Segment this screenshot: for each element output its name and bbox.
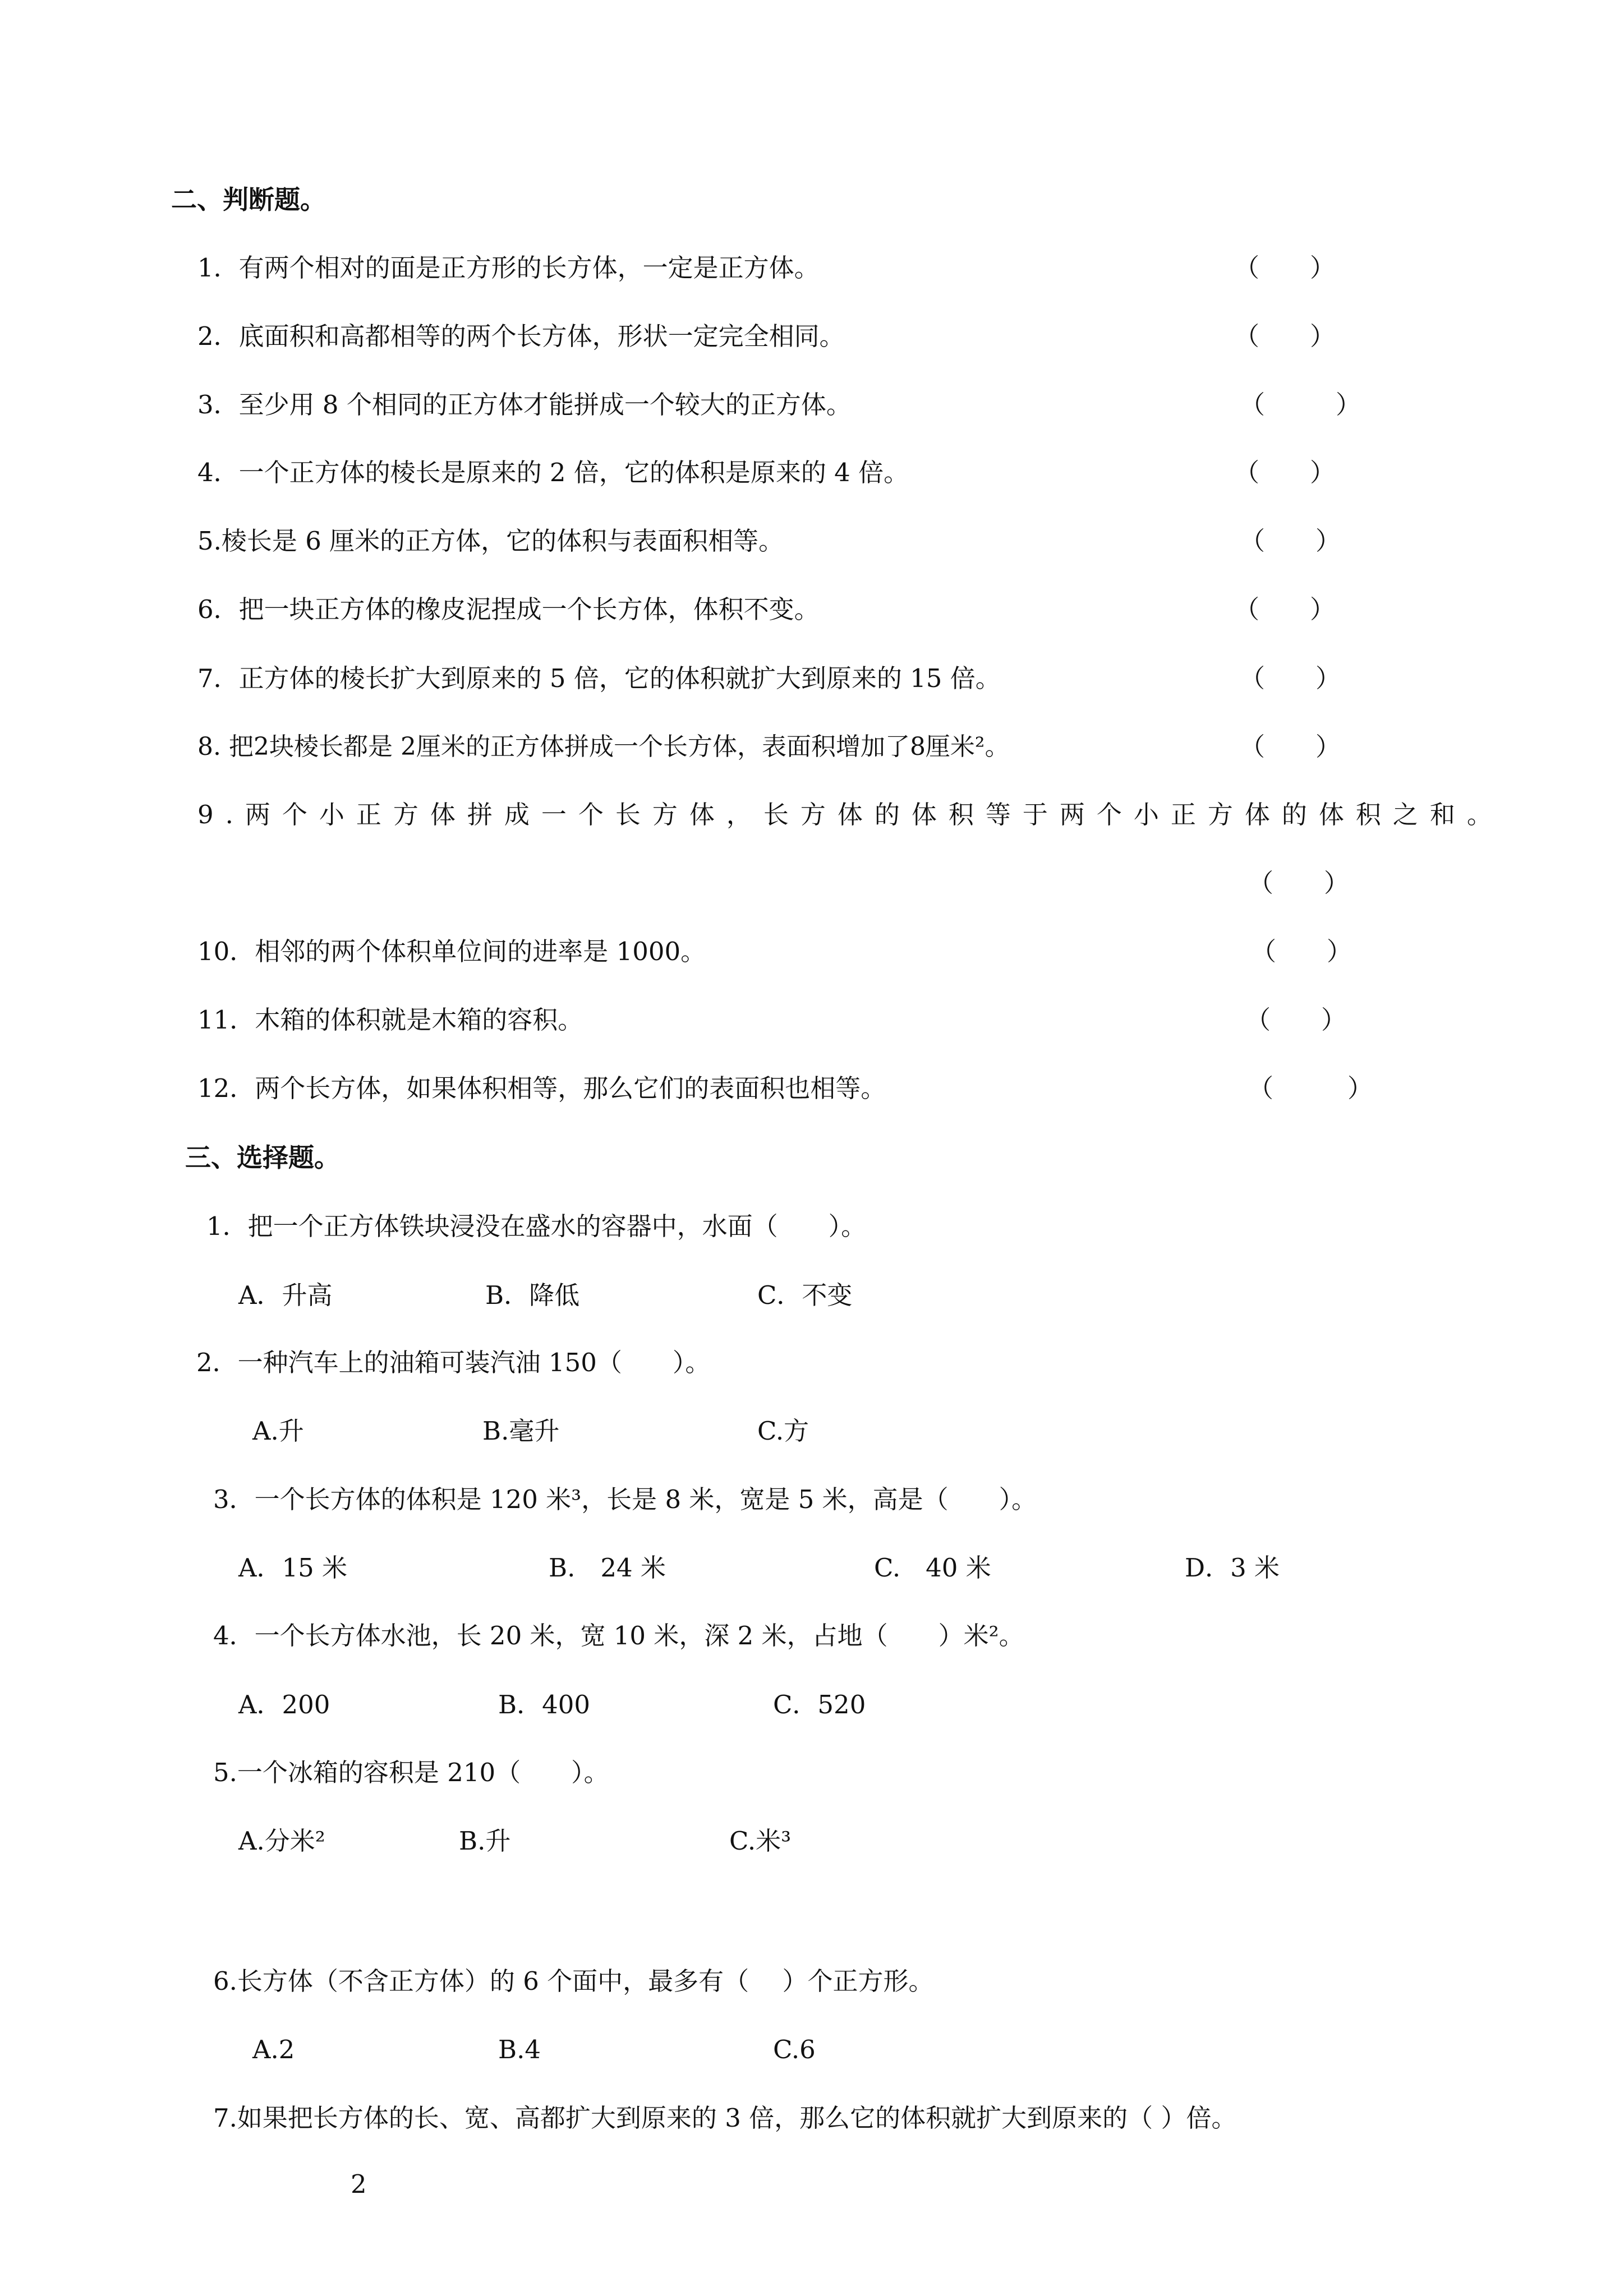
answer-bracket-1: （ ） — [1234, 253, 1336, 283]
choice-5-option-b: B.升 — [459, 1826, 511, 1856]
choice-2-option-a: A.升 — [252, 1416, 304, 1446]
answer-bracket-3: （ ） — [1240, 390, 1368, 419]
answer-bracket-4: （ ） — [1234, 458, 1336, 487]
choice-question-4: 4．一个长方体水池，长 20 米，宽 10 米，深 2 米，占地（ ）米²。 — [213, 1621, 1024, 1650]
judge-item-5: 5.棱长是 6 厘米的正方体，它的体积与表面积相等。 — [197, 526, 784, 556]
choice-6-option-c: C.6 — [773, 2035, 816, 2064]
choice-5-option-c: C.米³ — [729, 1826, 792, 1856]
judge-item-8: 8. 把2块棱长都是 2厘米的正方体拼成一个长方体，表面积增加了8厘米²。 — [197, 732, 1010, 761]
answer-bracket-9: （ ） — [1248, 868, 1350, 898]
choice-2-option-c: C.方 — [757, 1416, 809, 1446]
judge-item-7: 7．正方体的棱长扩大到原来的 5 倍，它的体积就扩大到原来的 15 倍。 — [197, 663, 1001, 693]
answer-bracket-5: （ ） — [1240, 526, 1341, 556]
choice-3-option-d: D．3 米 — [1185, 1553, 1280, 1583]
choice-4-option-b: B．400 — [498, 1690, 590, 1719]
choice-question-2: 2．一种汽车上的油箱可装汽油 150（ ）。 — [196, 1348, 711, 1377]
judge-item-9: 9.两个小正方体拼成一个长方体，长方体的体积等于两个小正方体的体积之和。 — [197, 800, 1504, 829]
choice-4-option-c: C．520 — [773, 1690, 866, 1719]
choice-1-option-b: B．降低 — [485, 1280, 580, 1310]
choice-3-option-a: A．15 米 — [238, 1553, 348, 1583]
judge-item-1: 1．有两个相对的面是正方形的长方体，一定是正方体。 — [197, 253, 820, 283]
answer-bracket-7: （ ） — [1240, 663, 1341, 693]
choice-5-option-a: A.分米² — [238, 1826, 325, 1856]
choice-4-option-a: A．200 — [238, 1690, 330, 1719]
choice-1-option-c: C．不变 — [757, 1280, 853, 1310]
page-number: 2 — [351, 2169, 367, 2199]
answer-bracket-10: （ ） — [1251, 937, 1352, 966]
answer-bracket-2: （ ） — [1234, 321, 1336, 351]
judge-item-6: 6．把一块正方体的橡皮泥捏成一个长方体，体积不变。 — [197, 594, 820, 624]
choice-6-option-a: A.2 — [252, 2035, 295, 2064]
choice-2-option-b: B.毫升 — [482, 1416, 560, 1446]
choice-3-option-c: C. 40 米 — [874, 1553, 991, 1583]
section-2-title: 二、判断题。 — [171, 185, 326, 215]
choice-question-7: 7.如果把长方体的长、宽、高都扩大到原来的 3 倍，那么它的体积就扩大到原来的（ ）倍。 — [213, 2103, 1237, 2133]
answer-bracket-12: （ ） — [1248, 1073, 1381, 1103]
choice-3-option-b: B. 24 米 — [549, 1553, 666, 1583]
choice-question-1: 1．把一个正方体铁块浸没在盛水的容器中，水面（ ）。 — [206, 1211, 867, 1241]
choice-question-5: 5.一个冰箱的容积是 210（ ）。 — [213, 1758, 609, 1787]
judge-item-3: 3．至少用 8 个相同的正方体才能拼成一个较大的正方体。 — [197, 390, 852, 419]
judge-item-12: 12．两个长方体，如果体积相等，那么它们的表面积也相等。 — [197, 1073, 886, 1103]
choice-1-option-a: A．升高 — [238, 1280, 333, 1310]
judge-item-11: 11．木箱的体积就是木箱的容积。 — [197, 1005, 583, 1035]
judge-item-10: 10．相邻的两个体积单位间的进率是 1000。 — [197, 937, 706, 966]
choice-6-option-b: B.4 — [498, 2035, 541, 2064]
section-3-title: 三、选择题。 — [185, 1142, 340, 1173]
judge-item-4: 4．一个正方体的棱长是原来的 2 倍，它的体积是原来的 4 倍。 — [197, 458, 909, 487]
answer-bracket-11: （ ） — [1245, 1005, 1347, 1035]
choice-question-3: 3．一个长方体的体积是 120 米³，长是 8 米，宽是 5 米，高是（ ）。 — [213, 1484, 1037, 1514]
answer-bracket-6: （ ） — [1234, 594, 1336, 624]
judge-item-2: 2．底面积和高都相等的两个长方体，形状一定完全相同。 — [197, 321, 845, 351]
choice-question-6: 6.长方体（不含正方体）的 6 个面中，最多有（ ）个正方形。 — [213, 1966, 934, 1996]
answer-bracket-8: （ ） — [1240, 732, 1341, 762]
